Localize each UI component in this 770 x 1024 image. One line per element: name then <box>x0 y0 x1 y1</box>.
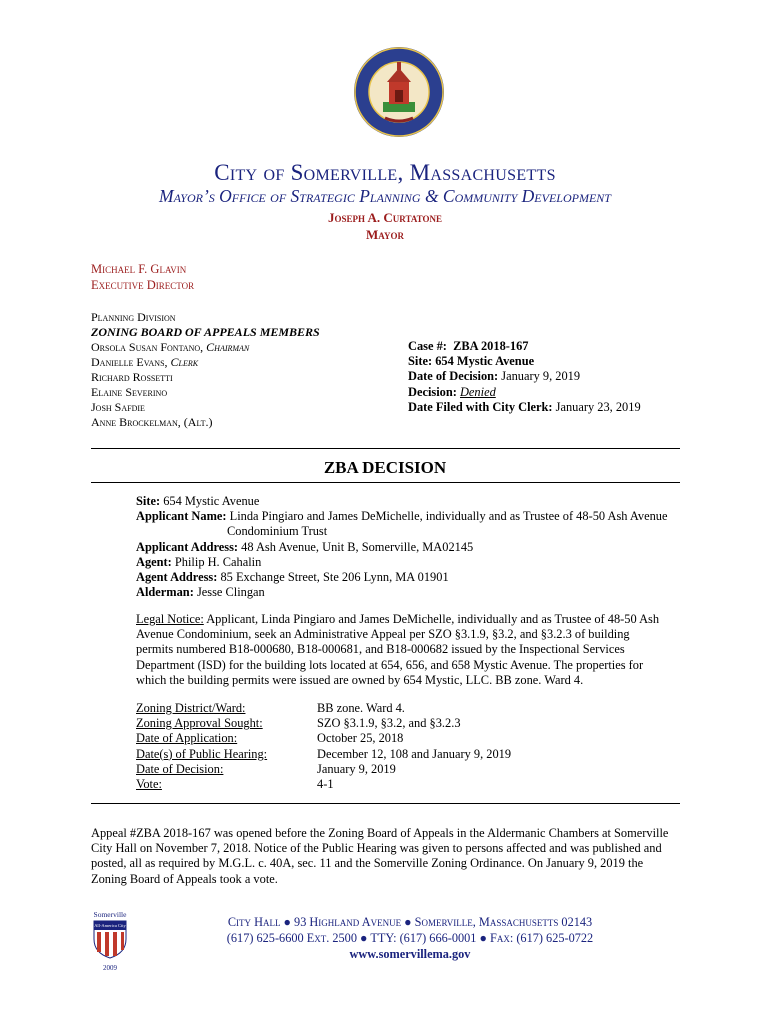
footer-contact <box>140 914 680 962</box>
city-seal <box>353 46 445 138</box>
badge-banner-text: All-America City <box>94 923 126 928</box>
details-row: Zoning Approval Sought: SZO §3.1.9, §3.2, and §3.2.3 <box>136 716 461 731</box>
footer-address: City Hall ● 93 Highland Avenue ● Somerville, Massachusetts 02143 <box>227 915 593 929</box>
details-row: Date of Decision: January 9, 2019 <box>136 761 396 776</box>
badge-year: 2009 <box>103 964 117 972</box>
case-filed-date: Date Filed with City Clerk: January 23, 2019 <box>408 399 641 414</box>
summary-applicant-cont: Condominium Trust <box>227 524 328 539</box>
mayor-title: Mayor <box>366 227 404 242</box>
case-site: Site: 654 Mystic Avenue <box>408 354 535 369</box>
divider <box>91 448 680 449</box>
summary-agent: Agent: Philip H. Cahalin <box>136 554 262 569</box>
board-member: Anne Brockelman, (Alt.) <box>91 415 213 429</box>
city-title: City of Somerville, Massachusetts <box>214 160 556 185</box>
legal-notice-label: Legal Notice: <box>136 612 204 626</box>
body-paragraph: Appeal #ZBA 2018-167 was opened before the Zoning Board of Appeals in the Aldermanic Chambers at Somerville City Hall on November 7, 2018. Notice of the Public Hearing was given to persons affected and was published and posted, all as required by M.G.L. c. 40A, sec. 11 and the Somerville Zoning Ordinance. On January 9, 2019 the Zoning Board of Appeals took a vote. <box>91 826 669 886</box>
details-row: Date(s) of Public Hearing: December 12, 108 and January 9, 2019 <box>136 746 512 761</box>
footer-website-link[interactable]: www.somervillema.gov <box>349 947 471 961</box>
summary-site: Site: 654 Mystic Avenue <box>136 494 260 508</box>
all-america-city-badge <box>88 910 132 976</box>
details-table <box>136 701 686 792</box>
summary-applicant: Applicant Name: Linda Pingiaro and James DeMichelle, individually and as Trustee of 48-50 Ash Avenue <box>136 509 668 524</box>
summary-alderman: Alderman: Jesse Clingan <box>136 585 265 600</box>
director-title: Executive Director <box>91 278 195 292</box>
board-member: Danielle Evans, Clerk <box>91 355 199 369</box>
board-member: Orsola Susan Fontano, Chairman <box>91 340 250 354</box>
decision-heading: ZBA DECISION <box>323 458 447 477</box>
seal-icon <box>353 46 445 138</box>
footer-phones: (617) 625-6600 Ext. 2500 ● TTY: (617) 666-0001 ● Fax: (617) 625-0722 <box>226 931 594 945</box>
badge-top-text: Somerville <box>93 910 127 919</box>
director-name: Michael F. Glavin <box>91 262 187 276</box>
case-decision-date: Date of Decision: January 9, 2019 <box>408 369 581 384</box>
office-title: Mayor’s Office of Strategic Planning & Community Development <box>159 186 611 206</box>
legal-notice: Legal Notice: Applicant, Linda Pingiaro and James DeMichelle, individually and as Trustee of 48-50 Ash Avenue Condominium, seek an Administrative Appeal per SZO §3.1.9, §3.2, and §3.2.3 of building permits numbered B18-000680, B18-000681, and B18-000682 issued by the Inspectional Services Department (ISD) for the building lots located at 654, 656, and 658 Mystic Avenue. The properties for which the building permits were issued are owned by 654 Mystic, LLC. BB zone. Ward 4. <box>136 612 660 687</box>
summary-block <box>136 494 696 600</box>
board-members-block <box>91 310 391 430</box>
case-info-block <box>408 339 708 415</box>
divider <box>91 803 680 804</box>
board-member: Elaine Severino <box>91 385 168 399</box>
case-decision: Decision: Denied <box>408 384 496 399</box>
case-number: Case #: ZBA 2018-167 <box>408 339 529 353</box>
board-member: Richard Rossetti <box>91 370 173 384</box>
board-heading: ZONING BOARD OF APPEALS MEMBERS <box>91 325 320 339</box>
summary-applicant-address: Applicant Address: 48 Ash Avenue, Unit B, Somerville, MA02145 <box>136 539 474 554</box>
details-row: Date of Application: October 25, 2018 <box>136 731 404 746</box>
planning-division-label: Planning Division <box>91 310 176 324</box>
mayor-name: Joseph A. Curtatone <box>327 210 442 225</box>
details-row: Vote: 4-1 <box>136 777 334 792</box>
details-row: Zoning District/Ward: BB zone. Ward 4. <box>136 701 405 715</box>
divider <box>91 482 680 483</box>
board-member: Josh Safdie <box>91 400 145 414</box>
summary-agent-address: Agent Address: 85 Exchange Street, Ste 206 Lynn, MA 01901 <box>136 570 449 585</box>
